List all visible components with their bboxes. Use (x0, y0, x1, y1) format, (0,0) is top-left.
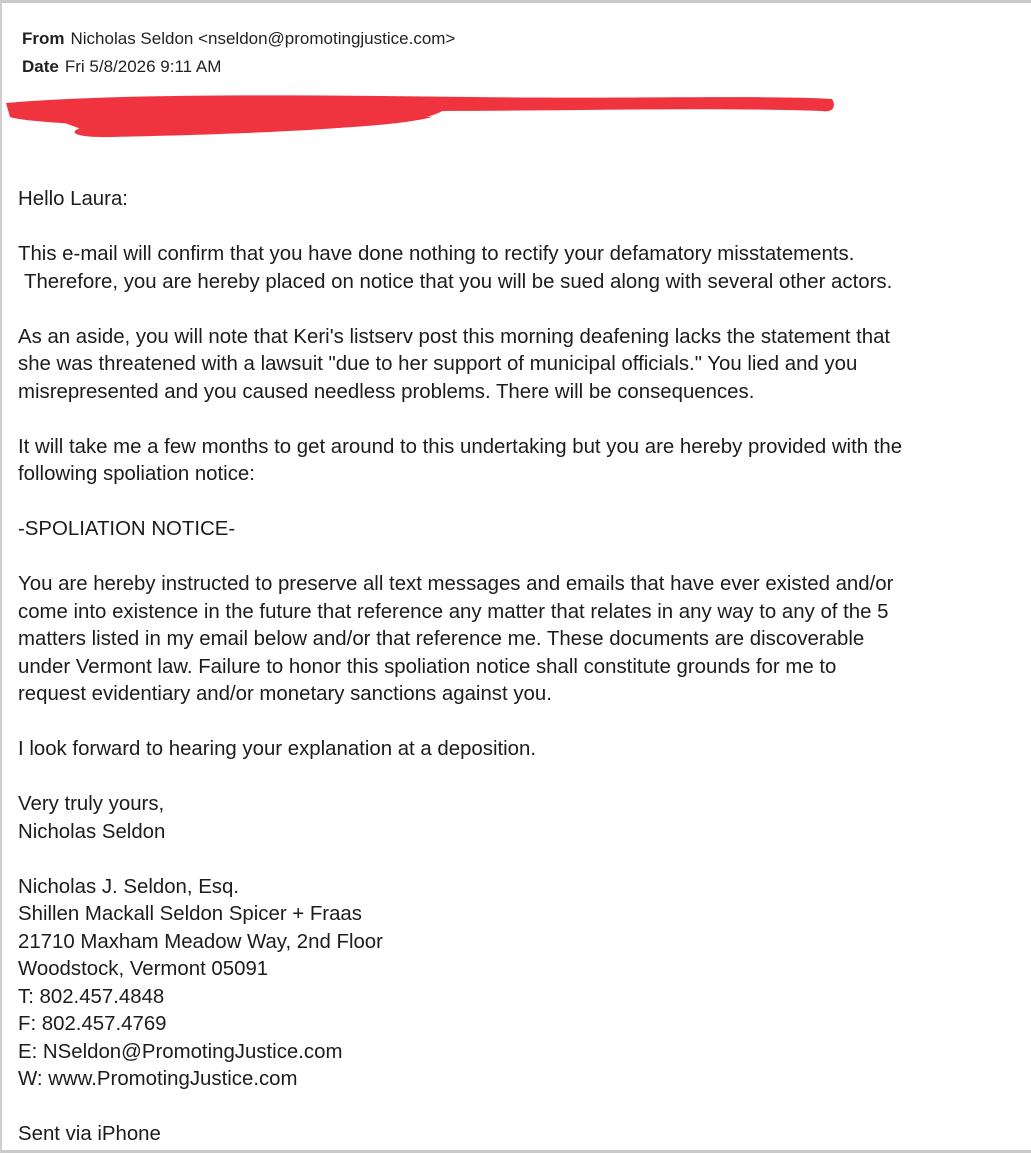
paragraph-line: As an aside, you will note that Keri's listserv post this morning deafening lacks the statement that (18, 325, 891, 348)
email-header (22, 25, 455, 81)
signature-email: E: NSeldon@PromotingJustice.com (18, 1040, 343, 1063)
from-value: Nicholas Seldon <nseldon@promotingjustice.com> (70, 29, 456, 48)
signature-fax: F: 802.457.4769 (18, 1013, 167, 1035)
sent-via: Sent via iPhone (18, 1123, 161, 1145)
signature-address: 21710 Maxham Meadow Way, 2nd Floor (18, 930, 383, 953)
signature-block (18, 874, 1031, 1094)
paragraph-line: This e-mail will confirm that you have done nothing to rectify your defamatory misstatements. (18, 243, 855, 265)
signature-city: Woodstock, Vermont 05091 (18, 958, 269, 980)
signature-phone: T: 802.457.4848 (18, 985, 165, 1008)
signature-firm: Shillen Mackall Seldon Spicer + Fraas (18, 903, 362, 925)
date-label: Date (22, 57, 59, 76)
paragraph-line: misrepresented and you caused needless problems. There will be consequences. (18, 380, 755, 403)
signature-website: W: www.PromotingJustice.com (18, 1068, 298, 1090)
email-body (18, 186, 1031, 1153)
paragraph-line: following spoliation notice: (18, 463, 255, 485)
date-row (22, 53, 455, 81)
from-label: From (22, 29, 65, 48)
paragraph-line: Therefore, you are hereby placed on notice that you will be sued along with several other actors. (24, 270, 893, 293)
paragraph-line: matters listed in my email below and/or that reference me. These documents are discoverable (18, 628, 865, 650)
greeting: Hello Laura: (18, 188, 128, 210)
closing-line: Very truly yours, (18, 793, 165, 815)
paragraph-3 (18, 434, 1031, 489)
paragraph-line: come into existence in the future that reference any matter that relates in any way to any of the 5 (18, 600, 889, 623)
paragraph-2 (18, 324, 1031, 407)
paragraph-4 (18, 571, 1031, 709)
paragraph-line: she was threatened with a lawsuit "due to her support of municipal officials." You lied and you (18, 353, 858, 375)
paragraph-5: I look forward to hearing your explanation at a deposition. (18, 738, 537, 760)
signature-name: Nicholas J. Seldon, Esq. (18, 875, 240, 898)
paragraph-line: under Vermont law. Failure to honor this spoliation notice shall constitute grounds for me to (18, 655, 837, 678)
date-value: Fri 5/8/2026 9:11 AM (64, 57, 222, 76)
closing (18, 791, 1031, 846)
paragraph-line: You are hereby instructed to preserve all text messages and emails that have ever existed and/or (18, 573, 894, 595)
spoliation-notice-heading: -SPOLIATION NOTICE- (18, 518, 236, 540)
paragraph-line: It will take me a few months to get around to this undertaking but you are hereby provided with the (18, 435, 903, 458)
redaction-scribble (2, 81, 842, 151)
paragraph-1 (18, 241, 1031, 296)
paragraph-line: request evidentiary and/or monetary sanctions against you. (18, 683, 552, 705)
closing-name: Nicholas Seldon (18, 820, 166, 843)
from-row (22, 25, 455, 53)
